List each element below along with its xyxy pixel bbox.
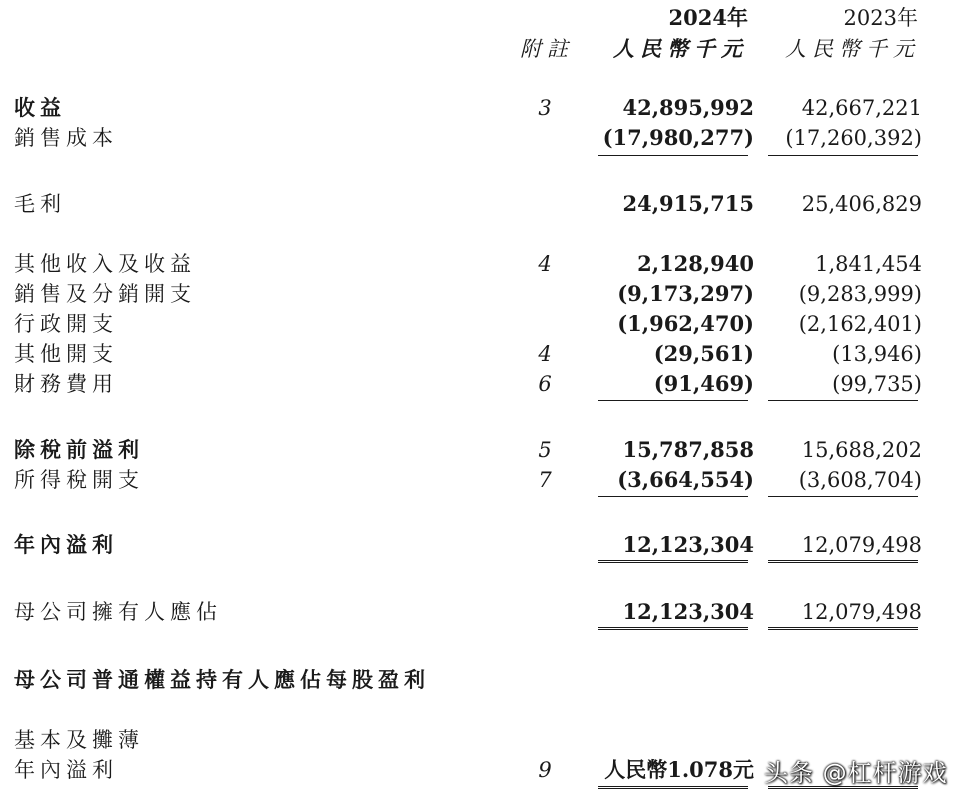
row-profit-for-year-2024: 12,123,304 — [622, 532, 754, 557]
row-income-tax-2024: (3,664,554) — [617, 467, 754, 492]
row-profit-for-year-label: 年內溢利 — [14, 532, 118, 557]
row-other-expenses-label: 其他開支 — [14, 342, 118, 366]
header-unit-2023: 人民幣千元 — [785, 37, 920, 61]
row-gross-profit-2024: 24,915,715 — [622, 191, 754, 216]
row-income-tax-note: 7 — [538, 468, 552, 492]
rule — [598, 496, 748, 497]
double-rule — [768, 560, 918, 566]
row-revenue-2024: 42,895,992 — [622, 95, 754, 120]
header-year-2024: 2024年 — [668, 5, 748, 30]
eps-profit-label: 年內溢利 — [14, 758, 118, 782]
row-finance-costs-note: 6 — [538, 372, 552, 396]
row-finance-costs-label: 財務費用 — [14, 372, 118, 396]
row-other-income-label: 其他收入及收益 — [14, 252, 196, 276]
rule — [768, 155, 918, 156]
row-other-expenses-note: 4 — [538, 342, 552, 366]
row-profit-for-year-2023: 12,079,498 — [801, 533, 922, 557]
row-selling-expenses-2023: (9,283,999) — [798, 282, 922, 306]
row-finance-costs-2024: (91,469) — [653, 371, 754, 396]
row-admin-expenses-2023: (2,162,401) — [798, 312, 922, 336]
row-selling-expenses-label: 銷售及分銷開支 — [14, 282, 196, 306]
row-gross-profit-label: 毛利 — [14, 192, 66, 216]
row-other-income-2024: 2,128,940 — [637, 251, 754, 276]
row-profit-before-tax-2023: 15,688,202 — [801, 438, 922, 462]
rule — [598, 155, 748, 156]
row-cost-of-sales-label: 銷售成本 — [14, 126, 118, 150]
row-other-expenses-2024: (29,561) — [653, 341, 754, 366]
eps-note: 9 — [538, 758, 552, 782]
row-other-income-note: 4 — [538, 252, 552, 276]
eps-basic-diluted: 基本及攤薄 — [14, 728, 144, 752]
row-revenue-2023: 42,667,221 — [801, 96, 922, 120]
row-cost-of-sales-2024: (17,980,277) — [602, 125, 754, 150]
double-rule — [598, 560, 748, 566]
row-profit-before-tax-note: 5 — [538, 438, 552, 462]
rule — [768, 400, 918, 401]
row-other-expenses-2023: (13,946) — [832, 342, 922, 366]
header-unit-2024: 人民幣千元 — [613, 36, 748, 61]
double-rule — [768, 627, 918, 633]
rule — [598, 400, 748, 401]
header-year-2023: 2023年 — [843, 6, 918, 30]
row-finance-costs-2023: (99,735) — [832, 372, 922, 396]
row-cost-of-sales-2023: (17,260,392) — [785, 126, 922, 150]
row-admin-expenses-2024: (1,962,470) — [617, 311, 754, 336]
row-gross-profit-2023: 25,406,829 — [801, 192, 922, 216]
row-profit-before-tax-2024: 15,787,858 — [622, 437, 754, 462]
row-revenue-note: 3 — [538, 96, 552, 120]
double-rule — [598, 786, 748, 792]
double-rule — [598, 627, 748, 633]
row-attributable-2024: 12,123,304 — [622, 599, 754, 624]
row-admin-expenses-label: 行政開支 — [14, 312, 118, 336]
row-attributable-2023: 12,079,498 — [801, 600, 922, 624]
eps-heading: 母公司普通權益持有人應佔每股盈利 — [14, 667, 430, 692]
watermark: 头条 @杠杆游戏 — [764, 759, 948, 787]
row-attributable-label: 母公司擁有人應佔 — [14, 600, 222, 624]
header-note: 附註 — [520, 37, 574, 61]
row-revenue-label: 收益 — [14, 95, 66, 120]
row-income-tax-label: 所得稅開支 — [14, 468, 144, 492]
row-profit-before-tax-label: 除稅前溢利 — [14, 437, 144, 462]
rule — [768, 496, 918, 497]
row-income-tax-2023: (3,608,704) — [798, 468, 922, 492]
row-other-income-2023: 1,841,454 — [815, 252, 922, 276]
row-selling-expenses-2024: (9,173,297) — [617, 281, 754, 306]
eps-2024: 人民幣1.078元 — [604, 757, 754, 782]
